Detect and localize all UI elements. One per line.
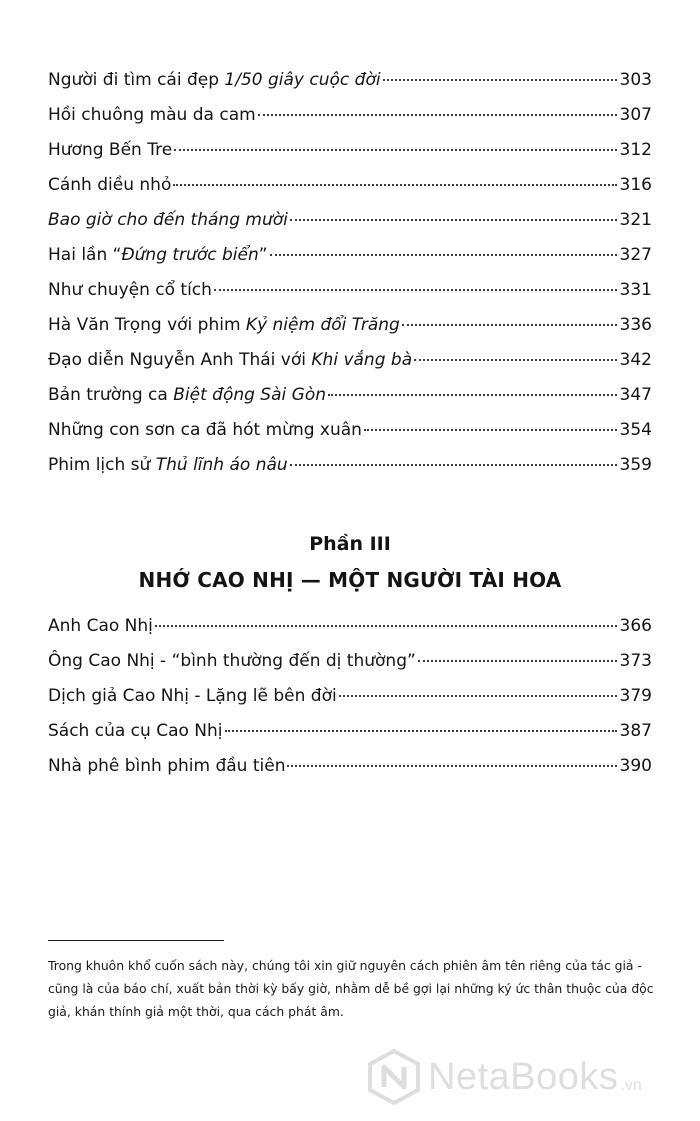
toc-leader-dots <box>402 323 617 326</box>
toc-entry-title-text: Sách của cụ Cao Nhị <box>48 721 223 741</box>
toc-entry-title-italic: Khi vắng bà <box>311 350 413 370</box>
toc-entry-title-text: Cánh diều nhỏ <box>48 175 172 195</box>
toc-entry-title-text: Hồi chuông màu da cam <box>48 105 256 125</box>
toc-entry-page: 303 <box>619 70 652 90</box>
toc-entry-page: 307 <box>619 105 652 125</box>
toc-entry <box>48 273 652 308</box>
toc-entry-page: 347 <box>619 385 652 405</box>
watermark-brand: NetaBooks <box>428 1055 619 1098</box>
toc-entry-title <box>48 308 400 343</box>
watermark <box>366 1047 642 1107</box>
footnote-text: Trong khuôn khổ cuốn sách này, chúng tôi xin giữ nguyên cách phiên âm tên riêng của tác giả - cũng là của báo chí, xuất bản thời kỳ bấy giờ, nhằm dễ bề gợi lại những ký ức thân thuộc của độc giả, khán thính giả một thời, qua cách phát âm. <box>48 958 654 1019</box>
toc-entry-title-text: Những con sơn ca đã hót mừng xuân <box>48 420 362 440</box>
toc-entry-page: 327 <box>619 245 652 265</box>
toc-entry-title <box>48 378 326 413</box>
toc-leader-dots <box>290 218 617 221</box>
toc-entry-title-text: Bản trường ca <box>48 385 174 405</box>
toc-entry-page: 379 <box>619 686 652 706</box>
toc-entry-title <box>48 343 412 378</box>
toc-entry-title <box>48 448 288 483</box>
toc-entry <box>48 413 652 448</box>
part-label: Phần III <box>309 533 391 555</box>
toc-entry <box>48 98 652 133</box>
toc-entry <box>48 238 652 273</box>
toc-leader-dots <box>155 624 617 627</box>
toc-entry-title <box>48 609 153 644</box>
toc-entry-title-text: Người đi tìm cái đẹp <box>48 70 225 90</box>
toc-entry-page: 366 <box>619 616 652 636</box>
toc-leader-dots <box>270 253 617 256</box>
toc-entry <box>48 203 652 238</box>
toc-entry-title <box>48 679 337 714</box>
toc-leader-dots <box>173 183 616 186</box>
toc-entry-page: 387 <box>619 721 652 741</box>
toc-entry <box>48 679 652 714</box>
toc-entry-title-text: Phim lịch sử <box>48 455 156 475</box>
toc-entry-title-italic: 1/50 giây cuộc đời <box>224 70 381 90</box>
toc-entry-title-text: ” <box>258 245 268 265</box>
toc-leader-dots <box>339 694 617 697</box>
watermark-tld: .vn <box>620 1077 642 1094</box>
toc-entry <box>48 133 652 168</box>
toc-entry <box>48 749 652 784</box>
toc-entry-page: 312 <box>619 140 652 160</box>
toc-entry-title <box>48 203 288 238</box>
toc-entry-title <box>48 413 362 448</box>
toc-entry <box>48 714 652 749</box>
toc-entry-title-italic: Kỷ niệm đổi Trăng <box>245 315 400 335</box>
toc-entry <box>48 644 652 679</box>
toc-entry-title-text: Như chuyện cổ tích <box>48 280 212 300</box>
toc-entry <box>48 448 652 483</box>
toc-leader-dots <box>364 428 617 431</box>
toc-leader-dots <box>225 729 617 732</box>
toc-entry-title-text: Đạo diễn Nguyễn Anh Thái với <box>48 350 312 370</box>
toc-entry-title-text: Hai lần “ <box>48 245 122 265</box>
toc-entry-title-italic: Đứng trước biển <box>121 245 259 265</box>
toc-leader-dots <box>418 659 617 662</box>
footnote-rule <box>48 940 224 941</box>
toc-entry-title <box>48 168 171 203</box>
part-title: NHỚ CAO NHỊ — MỘT NGƯỜI TÀI HOA <box>138 568 562 592</box>
netabooks-logo-icon <box>366 1049 422 1105</box>
toc-entry-title <box>48 273 212 308</box>
toc-section-part-2-tail <box>48 63 652 483</box>
toc-leader-dots <box>258 113 617 116</box>
toc-entry-title-text: Ông Cao Nhị - “bình thường đến dị thường” <box>48 651 416 671</box>
toc-entry-title <box>48 644 416 679</box>
toc-leader-dots <box>328 393 617 396</box>
toc-leader-dots <box>383 78 617 81</box>
toc-entry-title-text: Hương Bến Tre <box>48 140 173 160</box>
toc-entry-page: 321 <box>619 210 652 230</box>
toc-leader-dots <box>290 463 617 466</box>
toc-leader-dots <box>287 764 616 767</box>
toc-entry <box>48 168 652 203</box>
toc-entry-title <box>48 238 268 273</box>
toc-entry-page: 359 <box>619 455 652 475</box>
toc-entry-page: 316 <box>619 175 652 195</box>
toc-entry-page: 390 <box>619 756 652 776</box>
toc-leader-dots <box>414 358 616 361</box>
toc-entry-title <box>48 133 172 168</box>
toc-entry-title-text: Nhà phê bình phim đầu tiên <box>48 756 286 776</box>
toc-entry-title <box>48 63 381 98</box>
toc-entry-title <box>48 714 223 749</box>
toc-entry <box>48 63 652 98</box>
toc-entry-page: 342 <box>619 350 652 370</box>
toc-entry-page: 336 <box>619 315 652 335</box>
toc-entry-page: 373 <box>619 651 652 671</box>
toc-entry-page: 331 <box>619 280 652 300</box>
toc-leader-dots <box>174 148 616 151</box>
toc-entry-title-text: Hà Văn Trọng với phim <box>48 315 246 335</box>
toc-entry-page: 354 <box>619 420 652 440</box>
toc-entry-title <box>48 98 256 133</box>
toc-entry-title <box>48 749 285 784</box>
toc-entry <box>48 343 652 378</box>
toc-entry-title-italic: Biệt động Sài Gòn <box>173 385 326 405</box>
toc-entry <box>48 378 652 413</box>
toc-entry-title-italic: Bao giờ cho đến tháng mười <box>48 210 288 230</box>
toc-entry-title-text: Dịch giả Cao Nhị - Lặng lẽ bên đời <box>48 686 337 706</box>
toc-section-part-3 <box>48 609 652 784</box>
toc-entry <box>48 609 652 644</box>
toc-leader-dots <box>214 288 617 291</box>
toc-entry <box>48 308 652 343</box>
toc-entry-title-text: Anh Cao Nhị <box>48 616 153 636</box>
toc-entry-title-italic: Thủ lĩnh áo nâu <box>155 455 288 475</box>
